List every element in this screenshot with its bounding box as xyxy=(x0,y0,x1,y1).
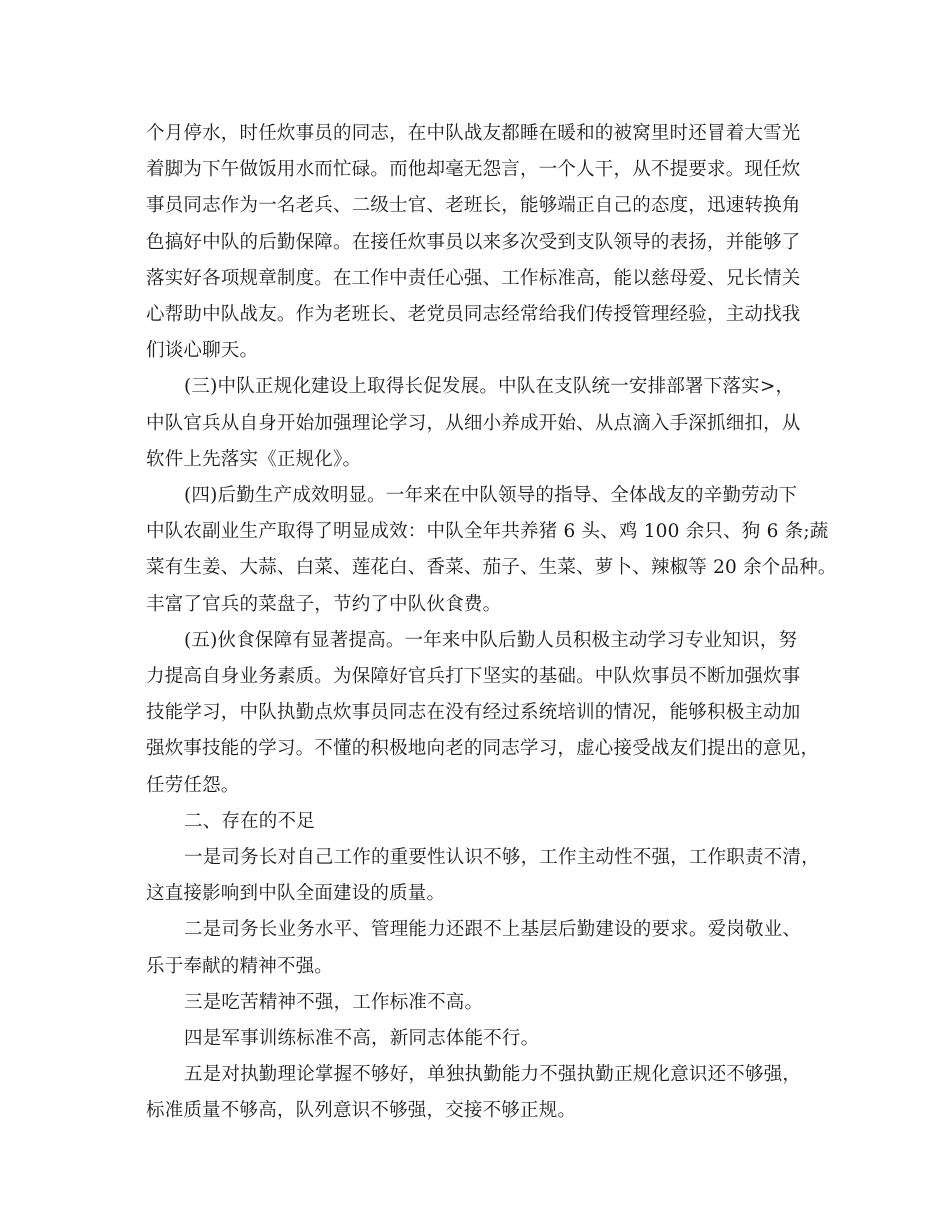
text-line: 们谈心聊天。 xyxy=(146,340,259,362)
text-line: 乐于奉献的精神不强。 xyxy=(146,955,334,977)
text-line: (四)后勤生产成效明显。一年来在中队领导的指导、全体战友的辛勤劳动下 xyxy=(184,485,798,507)
text-line: 心帮助中队战友。作为老班长、老党员同志经常给我们传授管理经验，主动找我 xyxy=(146,304,801,326)
text-line: (五)伙食保障有显著提高。一年来中队后勤人员积极主动学习专业知识，努 xyxy=(184,629,798,651)
text-line: 着脚为下午做饭用水而忙碌。而他却毫无怨言，一个人干，从不提要求。现任炊 xyxy=(146,159,801,181)
text-line: (三)中队正规化建设上取得长促发展。中队在支队统一安排部署下落实>， xyxy=(184,376,795,398)
text-line: 二、存在的不足 xyxy=(184,810,315,832)
text-line: 四是军事训练标准不高，新同志体能不行。 xyxy=(184,1028,540,1050)
text-line: 一是司务长对自己工作的重要性认识不够，工作主动性不强，工作职责不清， xyxy=(184,847,820,869)
text-line: 事员同志作为一名老兵、二级士官、老班长，能够端正自己的态度，迅速转换角 xyxy=(146,195,801,217)
text-line: 任劳任怨。 xyxy=(146,774,240,796)
text-line: 丰富了官兵的菜盘子，节约了中队伙食费。 xyxy=(146,593,502,615)
text-line: 落实好各项规章制度。在工作中责任心强、工作标准高，能以慈母爱、兄长情关 xyxy=(146,267,801,289)
text-line: 这直接影响到中队全面建设的质量。 xyxy=(146,883,446,905)
text-line: 三是吃苦精神不强，工作标准不高。 xyxy=(184,991,484,1013)
text-line: 力提高自身业务素质。为保障好官兵打下坚实的基础。中队炊事员不断加强炊事 xyxy=(146,666,801,688)
text-line: 个月停水，时任炊事员的同志，在中队战友都睡在暖和的被窝里时还冒着大雪光 xyxy=(146,123,801,144)
text-line: 菜有生姜、大蒜、白菜、莲花白、香菜、茄子、生菜、萝卜、辣椒等 20 余个品种。 xyxy=(146,557,837,579)
text-line: 中队农副业生产取得了明显成效：中队全年共养猪 6 头、鸡 100 余只、狗 6 条;蔬 xyxy=(146,521,829,543)
text-line: 色搞好中队的后勤保障。在接任炊事员以来多次受到支队领导的表扬，并能够了 xyxy=(146,231,801,253)
text-line: 强炊事技能的学习。不懂的积极地向老的同志学习，虚心接受战友们提出的意见， xyxy=(146,738,820,760)
text-line: 五是对执勤理论掌握不够好，单独执勤能力不强执勤正规化意识还不够强， xyxy=(184,1064,802,1086)
text-line: 软件上先落实《正规化》。 xyxy=(146,448,362,470)
text-line: 中队官兵从自身开始加强理论学习，从细小养成开始、从点滴入手深抓细扣，从 xyxy=(146,412,801,434)
document-body xyxy=(146,116,837,1130)
text-line: 技能学习，中队执勤点炊事员同志在没有经过系统培训的情况，能够积极主动加 xyxy=(146,702,801,724)
text-line: 二是司务长业务水平、管理能力还跟不上基层后勤建设的要求。爱岗敬业、 xyxy=(184,919,802,941)
text-line: 标准质量不够高，队列意识不够强，交接不够正规。 xyxy=(146,1100,577,1122)
